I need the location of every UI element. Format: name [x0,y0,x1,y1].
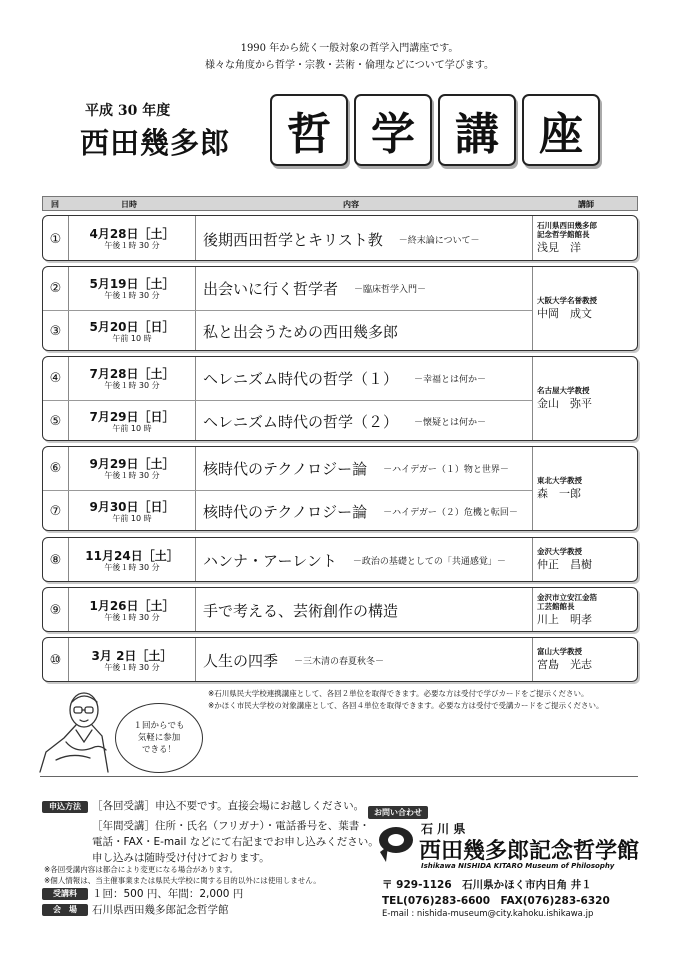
lecture-row [43,538,533,582]
lecture-content [203,216,480,261]
lecture-content [203,401,486,441]
lecturer-name: 宮島 光志 [537,658,592,671]
lecture-number: ③ [43,311,69,351]
lecture-datetime [69,491,196,531]
lecture-group [42,446,638,531]
lecturer-name: 中岡 成文 [537,307,592,320]
lecture-number: ② [43,267,69,310]
lecturer-name: 森 一郎 [537,487,581,500]
lecture-date: 1月26日［土］ [89,598,175,613]
lecture-time: 午後１時 30 分 [104,470,160,480]
intro-text [0,40,679,74]
bubble-line: 気軽に参加 [137,733,181,743]
lecture-group [42,266,638,351]
lecturer-name: 川上 明孝 [537,612,592,626]
lecturer-cell [532,216,637,260]
lecture-time: 午後１時 30 分 [104,290,160,300]
lecture-title: 核時代のテクノロジー論 [203,503,368,521]
lecture-title: 出会いに行く哲学者 [203,280,339,298]
lecture-content [203,311,398,351]
title-char: 座 [522,94,600,166]
lecture-content [203,538,506,582]
lecture-title: 人生の四季 [203,652,279,670]
lecturer-cell [532,638,637,681]
title-char: 学 [354,94,432,166]
lecturer-affiliation: 石川県西田幾多郎 記念哲学館館長 [537,221,597,239]
lecture-title: 私と出会うための西田幾多郎 [203,323,399,341]
lecture-date: 4月28日［土］ [89,227,175,241]
lecture-time: 午前 10 時 [112,423,152,433]
lecture-datetime [69,538,196,582]
lecturer-name: 浅見 洋 [537,241,581,254]
lecturer-cell [532,267,637,350]
lecture-datetime [69,267,196,310]
intro-line-1: 1990 年から続く一般対象の哲学入門講座です。 [240,43,459,54]
schedule-header [42,196,638,211]
lecturer-cell [532,588,637,631]
museum-name-en: Ishikawa NISHIDA KITARO Museum of Philosophy [421,862,615,870]
lecture-time: 午後１時 30 分 [104,380,160,390]
lecture-title: 手で考える、芸術創作の構造 [203,602,399,620]
lecture-date: 9月29日［土］ [89,456,175,471]
fiscal-year: 平成 30 年度 [85,103,171,119]
lecture-date: 5月19日［土］ [89,276,175,291]
apply-note: ※個人情報は、当主催事業または県民大学校に関する目的以外には使用しません。 [44,876,321,885]
lecture-datetime [69,401,196,441]
fee-label: 受講料 [42,888,88,900]
lecturer-cell [532,538,637,581]
lecture-content [203,588,398,632]
venue-label: 会 場 [42,904,88,916]
divider [40,776,638,777]
lecturer-affiliation: 大阪大学名誉教授 [537,296,597,305]
contact-email[interactable]: E-mail : nishida-museum@city.kahoku.ishikawa.jp [382,909,594,919]
lecture-number: ⑦ [43,491,69,531]
lecture-subtitle: －ハイデガー（２）危機と転回－ [383,508,518,518]
apply-line: 電話・FAX・E-mail などにて右記までお申し込みください。 [92,836,379,848]
lecture-row [43,447,533,490]
museum-name: 西田幾多郎記念哲学館 [419,839,640,864]
lecture-row [43,588,533,632]
lecture-number: ⑨ [43,588,69,632]
lecture-group [42,215,638,261]
lecturer-affiliation: 金沢市立安江金箔 工芸館館長 [537,592,597,611]
lecture-group [42,637,638,682]
lecture-date: 3月 2日［土］ [91,648,173,663]
lecture-title: ヘレニズム時代の哲学（２） [203,413,399,431]
lecture-subtitle: －懐疑とは何か－ [414,418,487,428]
lecture-subtitle: －ハイデガー（１）物と世界－ [383,465,509,475]
lecture-time: 午後１時 30 分 [104,612,160,622]
lecturer-affiliation: 名古屋大学教授 [537,386,590,395]
lecture-group [42,537,638,582]
lecture-datetime [69,638,196,682]
apply-line: ［年間受講］住所・氏名（フリガナ）・電話番号を、葉書・ [92,820,370,832]
lecture-subtitle: －三木清の春夏秋冬－ [294,657,385,667]
lecture-group [42,587,638,632]
lecture-datetime [69,588,196,632]
bubble-line: できる！ [141,745,176,755]
lecture-date: 9月30日［日］ [89,499,175,514]
header-no: 回 [51,200,59,209]
lecture-row [43,400,533,441]
lecturer-illustration [36,680,126,775]
lecture-subtitle: －終末論について－ [398,235,480,246]
title-char: 哲 [270,94,348,166]
lecture-date: 11月24日［土］ [85,548,179,563]
museum-prefecture: 石 川 県 [421,822,466,836]
lecture-content [203,447,509,490]
lecture-time: 午後１時 30 分 [104,562,160,572]
lecture-number: ⑤ [43,401,69,441]
lecture-number: ⑩ [43,638,69,682]
lecturer-affiliation: 東北大学教授 [537,476,582,485]
apply-label: 申込方法 [42,801,88,813]
lecture-content [203,491,518,531]
lecture-subtitle: －政治の基礎としての「共通感覚」－ [352,557,506,567]
lecture-row [43,357,533,400]
intro-line-2: 様々な角度から哲学・宗教・芸術・倫理などについて学びます。 [205,60,494,71]
lecture-datetime [69,216,196,261]
lecture-subtitle: －臨床哲学入門－ [354,285,427,295]
header-date: 日時 [121,200,137,209]
apply-line: ［各回受講］申込不要です。直接会場にお越しください。 [92,800,365,812]
lecture-time: 午後１時 30 分 [104,241,160,250]
lecturer-cell [532,357,637,440]
lecture-row [43,490,533,531]
lecture-row [43,638,533,682]
lecture-date: 5月20日［日］ [89,319,175,334]
lecture-date: 7月28日［土］ [89,366,175,381]
title-name: 西田幾多郎 [80,126,231,160]
lecture-time: 午後１時 30 分 [104,662,160,672]
lecture-title: 核時代のテクノロジー論 [203,460,368,478]
venue-text: 石川県西田幾多郎記念哲学館 [92,904,229,916]
lecture-row [43,216,533,261]
apply-line: 申し込みは随時受け付けております。 [92,852,270,864]
lecture-row [43,310,533,351]
lecture-time: 午前 10 時 [112,333,152,343]
credit-notes [208,688,604,712]
lecture-number: ① [43,216,69,261]
lecture-title: 後期西田哲学とキリスト教 [203,230,383,249]
contact-phone: TEL(076)283-6600 FAX(076)283-6320 [382,895,610,907]
lecture-subtitle: －幸福とは何か－ [414,375,487,385]
contact-address: 〒 929-1126 石川県かほく市内日角 井１ [382,879,592,891]
credit-note: ※石川県民大学校連携講座として、各回２単位を取得できます。必要な方は受付で学びカードをご提示ください。 [208,689,589,698]
lecture-datetime [69,311,196,351]
lecturer-affiliation: 金沢大学教授 [537,547,582,556]
lecture-datetime [69,357,196,400]
lecture-title: ヘレニズム時代の哲学（１） [203,370,399,388]
lecture-row [43,267,533,310]
bubble-line: １回からでも [133,721,185,731]
speech-bubble [115,703,203,773]
title-char: 講 [438,94,516,166]
lecture-time: 午前 10 時 [112,513,152,523]
lecture-number: ⑥ [43,447,69,490]
lecture-title: ハンナ・アーレント [203,552,337,570]
lecture-number: ⑧ [43,538,69,582]
apply-note: ※各回受講内容は都合により変更になる場合があります。 [44,865,238,874]
lecturer-cell [532,447,637,530]
lecturer-affiliation: 富山大学教授 [537,647,582,656]
fee-text: １回：500 円、年間：2,000 円 [92,888,244,900]
lecture-content [203,267,426,310]
lecture-number: ④ [43,357,69,400]
lecture-datetime [69,447,196,490]
lecturer-name: 仲正 昌樹 [537,558,592,571]
lecturer-name: 金山 弥平 [537,397,592,410]
header-content: 内容 [343,200,359,209]
contact-label: お問い合わせ [368,806,428,819]
museum-logo [374,822,416,866]
title-kouza [270,94,600,166]
lecture-date: 7月29日［日］ [89,409,175,424]
lecture-group [42,356,638,441]
lecture-content [203,357,486,400]
lecture-content [203,638,384,682]
credit-note: ※かほく市民大学校の対象講座として、各回４単位を取得できます。必要な方は受付で受講カードをご提示ください。 [208,701,604,710]
header-lecturer: 講師 [578,200,594,209]
